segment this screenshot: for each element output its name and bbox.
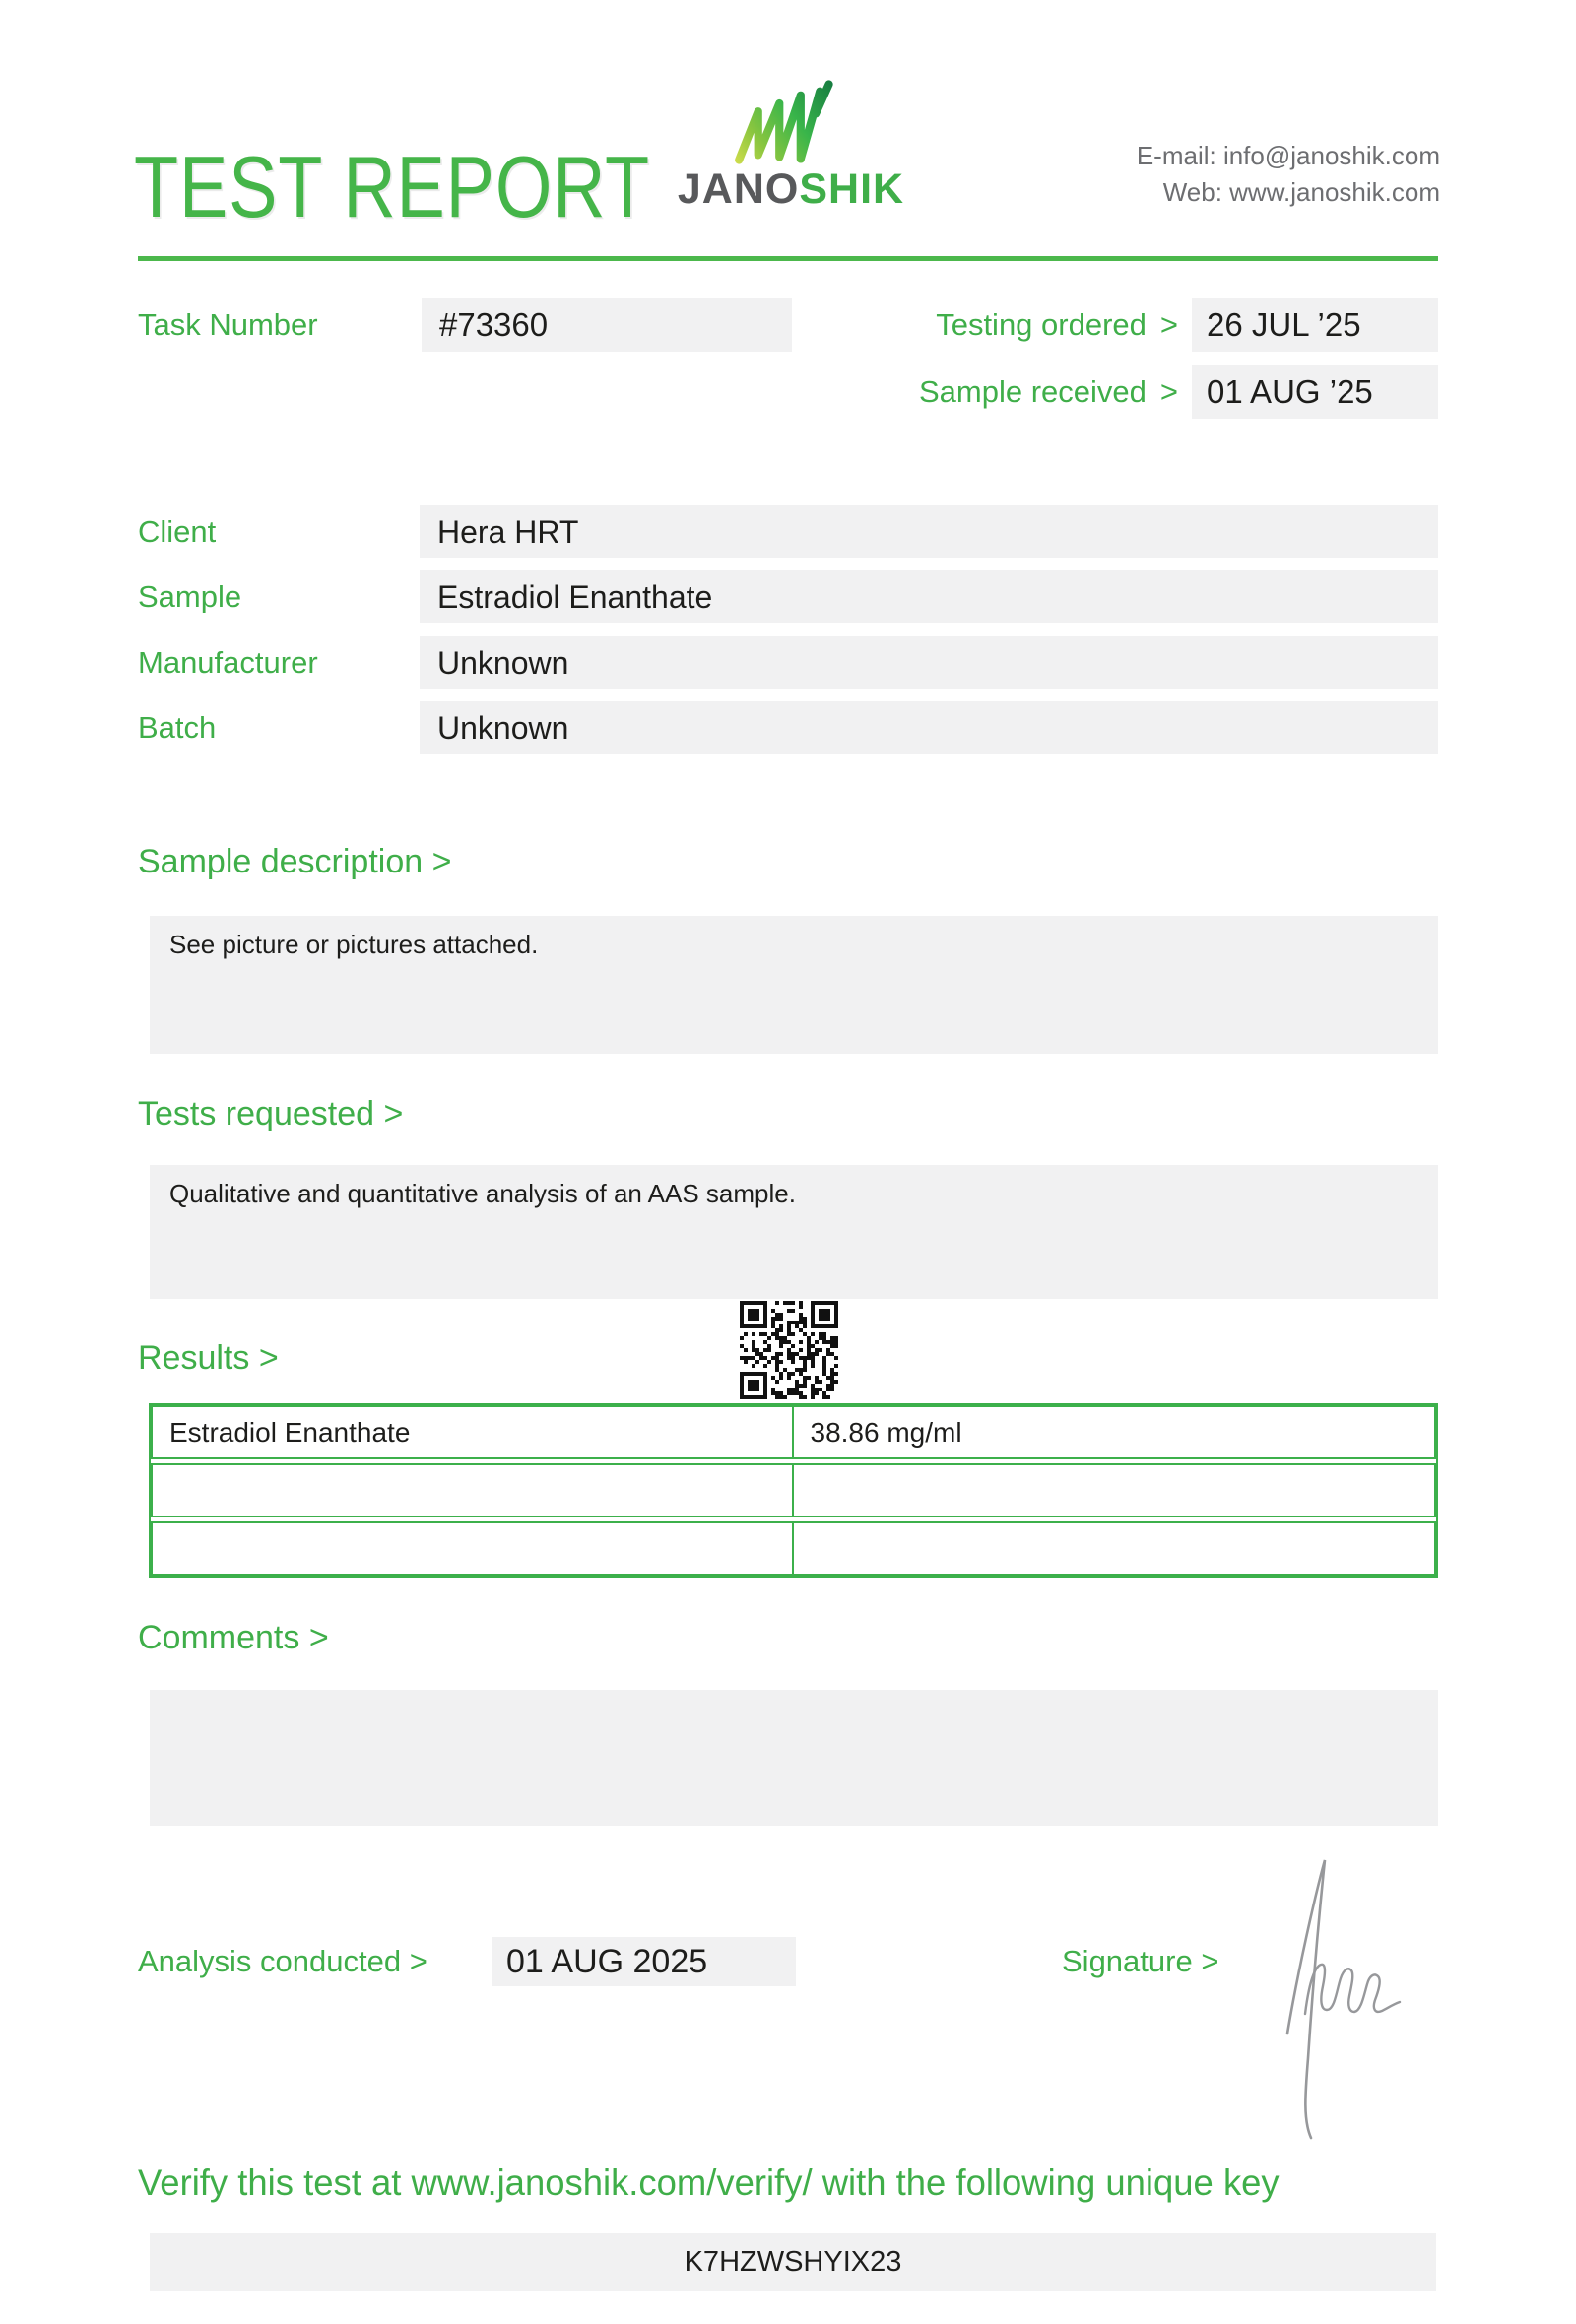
logo-word-gray: JANO xyxy=(677,165,800,213)
table-row xyxy=(151,1521,1436,1576)
analysis-conducted-box xyxy=(492,1937,796,1986)
sample-description-heading: Sample description > xyxy=(138,843,452,880)
result-value-cell: 38.86 mg/ml xyxy=(810,1416,962,1448)
contact-info xyxy=(1137,138,1440,211)
table-row xyxy=(151,1405,1436,1459)
comments-heading: Comments > xyxy=(138,1619,329,1656)
verify-instruction: Verify this test at www.janoshik.com/verify/ with the following unique key xyxy=(138,2163,1280,2203)
sample-label: Sample xyxy=(138,579,242,613)
logo-chart-icon xyxy=(731,79,847,165)
analysis-conducted-label: Analysis conducted > xyxy=(138,1944,427,1978)
tests-requested-heading: Tests requested > xyxy=(138,1095,404,1132)
logo-word-green: SHIK xyxy=(799,165,905,213)
sample-description-box xyxy=(150,916,1438,1054)
batch-label: Batch xyxy=(138,710,217,744)
verify-key-box xyxy=(150,2233,1436,2291)
result-name-cell xyxy=(153,1465,794,1516)
manufacturer-box xyxy=(420,636,1438,689)
client-value: Hera HRT xyxy=(437,513,579,549)
sample-received-box xyxy=(1192,365,1438,419)
logo-wordmark xyxy=(658,165,924,214)
testing-ordered-arrow: > xyxy=(1159,307,1178,342)
batch-value: Unknown xyxy=(437,709,569,745)
analysis-conducted-value: 01 AUG 2025 xyxy=(506,1942,708,1980)
result-value-cell xyxy=(794,1523,1435,1574)
sample-box xyxy=(420,570,1438,623)
contact-email: E-mail: info@janoshik.com xyxy=(1136,141,1440,170)
task-number-label: Task Number xyxy=(138,307,318,342)
verify-key-value: K7HZWSHYIX23 xyxy=(684,2245,902,2278)
batch-box xyxy=(420,701,1438,754)
qr-code xyxy=(740,1301,838,1399)
signature-label: Signature > xyxy=(1062,1944,1219,1978)
page-title: TEST REPORT xyxy=(134,138,651,235)
task-number-box xyxy=(422,298,792,352)
sample-received-arrow: > xyxy=(1159,374,1178,409)
client-box xyxy=(420,505,1438,558)
task-number-value: #73360 xyxy=(439,306,549,343)
sample-value: Estradiol Enanthate xyxy=(437,578,713,614)
results-heading: Results > xyxy=(138,1339,279,1377)
comments-box xyxy=(150,1690,1438,1826)
manufacturer-value: Unknown xyxy=(437,644,569,680)
testing-ordered-value: 26 JUL ’25 xyxy=(1207,306,1361,343)
sample-received-row xyxy=(788,365,1178,419)
sample-received-label: Sample received xyxy=(918,374,1147,409)
contact-web: Web: www.janoshik.com xyxy=(1162,177,1440,207)
tests-requested-box xyxy=(150,1165,1438,1299)
sample-description-text: See picture or pictures attached. xyxy=(169,930,539,959)
result-value-cell xyxy=(794,1465,1435,1516)
tests-requested-text: Qualitative and quantitative analysis of an AAS sample. xyxy=(169,1179,796,1208)
manufacturer-label: Manufacturer xyxy=(138,645,318,679)
client-label: Client xyxy=(138,514,217,549)
testing-ordered-row xyxy=(788,298,1178,352)
testing-ordered-box xyxy=(1192,298,1438,352)
results-table xyxy=(149,1403,1438,1578)
result-name-cell: Estradiol Enanthate xyxy=(153,1407,794,1457)
table-row xyxy=(151,1463,1436,1517)
testing-ordered-label: Testing ordered xyxy=(936,307,1147,342)
result-name-cell xyxy=(153,1523,794,1574)
sample-received-value: 01 AUG ’25 xyxy=(1207,373,1373,410)
signature-image xyxy=(1266,1846,1404,2142)
header-divider xyxy=(138,256,1438,261)
